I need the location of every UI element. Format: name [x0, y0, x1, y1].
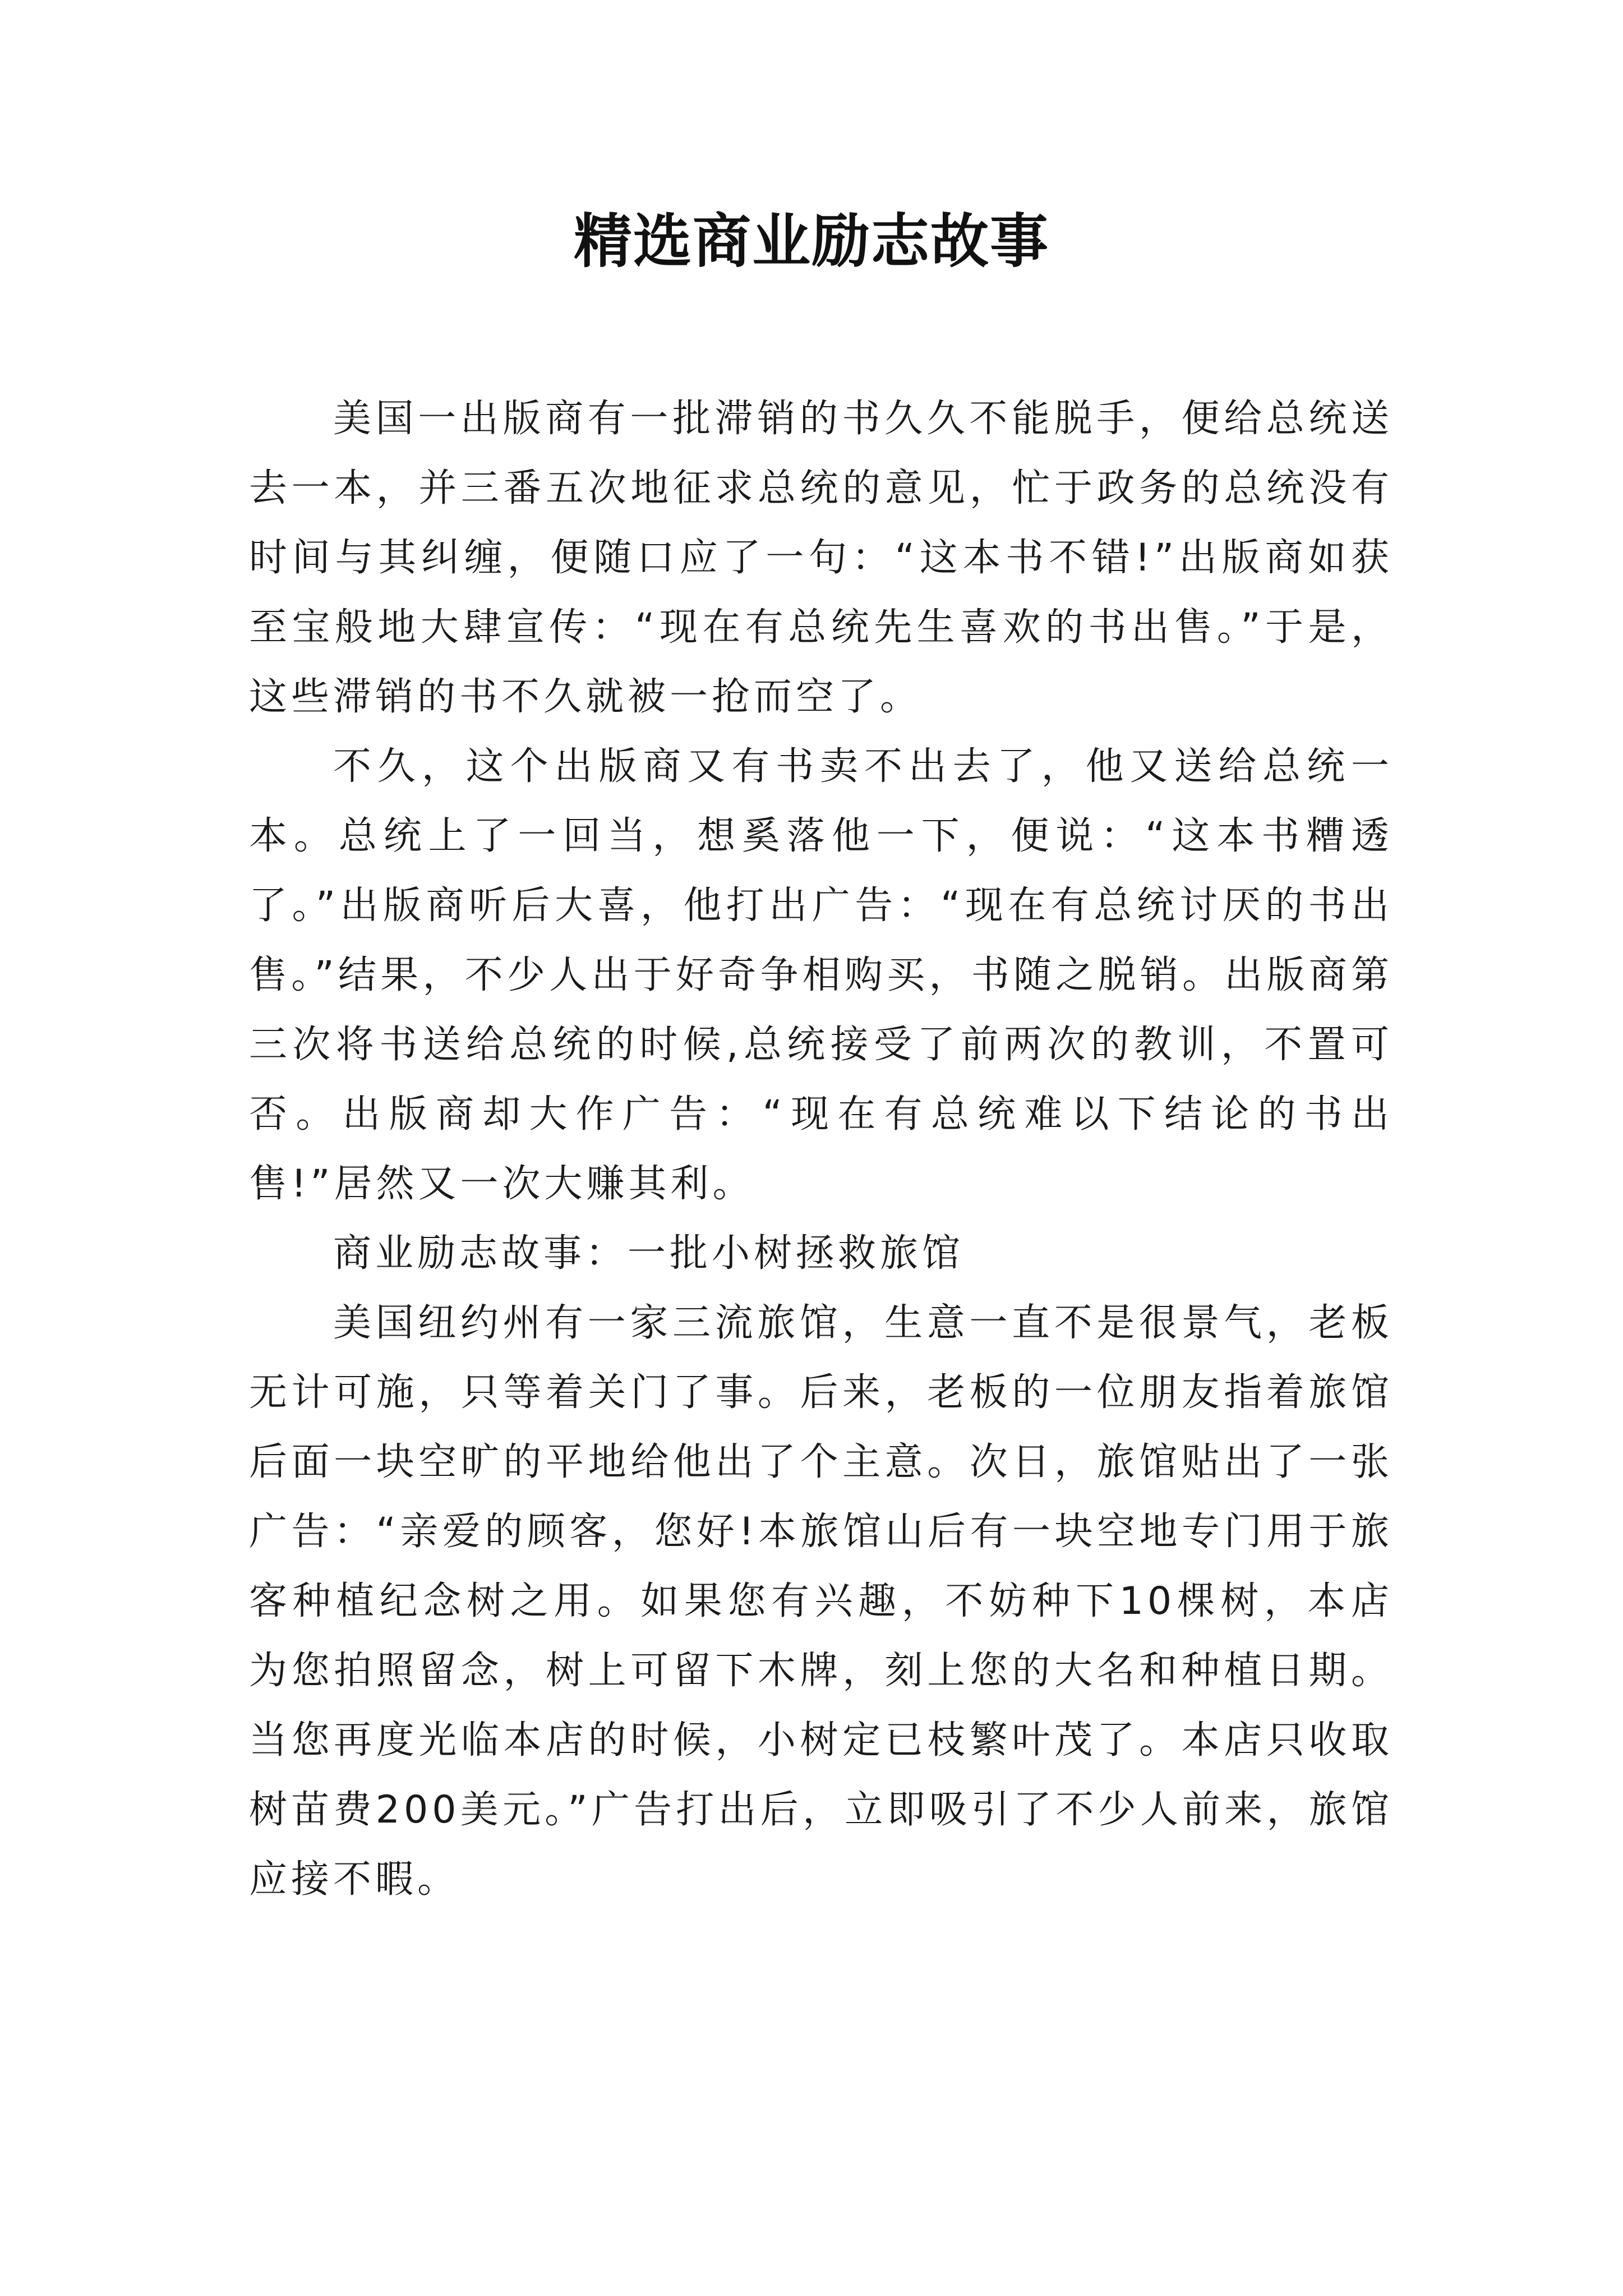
- section-heading-tree-story: 商业励志故事：一批小树拯救旅馆: [333, 1231, 965, 1276]
- paragraph-hotel-story: 美国纽约州有一家三流旅馆，生意一直不是很景气，老板无计可施，只等着关门了事。后来，老板的一位朋友指着旅馆后面一块空旷的平地给他出了个主意。次日，旅馆贴出了一张广告：“亲爱的顾客，您好!本旅馆山后有一块空地专门用于旅客种植纪念树之用。如果您有兴趣，不妨种下10棵树，本店为您拍照留念，树上可留下木牌，刻上您的大名和种植日期。当您再度光临本店的时候，小树定已枝繁叶茂了。本店只收取树苗费200美元。”广告打出后，立即吸引了不少人前来，旅馆应接不暇。: [249, 1301, 1393, 1902]
- document-body: [249, 384, 1393, 1915]
- paragraph-publisher-story-1: 美国一出版商有一批滞销的书久久不能脱手，便给总统送去一本，并三番五次地征求总统的意见，忙于政务的总统没有时间与其纠缠，便随口应了一句：“这本书不错!”出版商如获至宝般地大肆宣传：“现在有总统先生喜欢的书出售。”于是，这些滞销的书不久就被一抢而空了。: [249, 397, 1393, 719]
- document-title: 精选商业励志故事: [573, 206, 1049, 275]
- paragraph-publisher-story-2: 不久，这个出版商又有书卖不出去了，他又送给总统一本。总统上了一回当，想奚落他一下，便说：“这本书糟透了。”出版商听后大喜，他打出广告：“现在有总统讨厌的书出售。”结果，不少人出于好奇争相购买，书随之脱销。出版商第三次将书送给总统的时候,总统接受了前两次的教训，不置可否。出版商却大作广告：“现在有总统难以下结论的书出售!”居然又一次大赚其利。: [249, 744, 1393, 1206]
